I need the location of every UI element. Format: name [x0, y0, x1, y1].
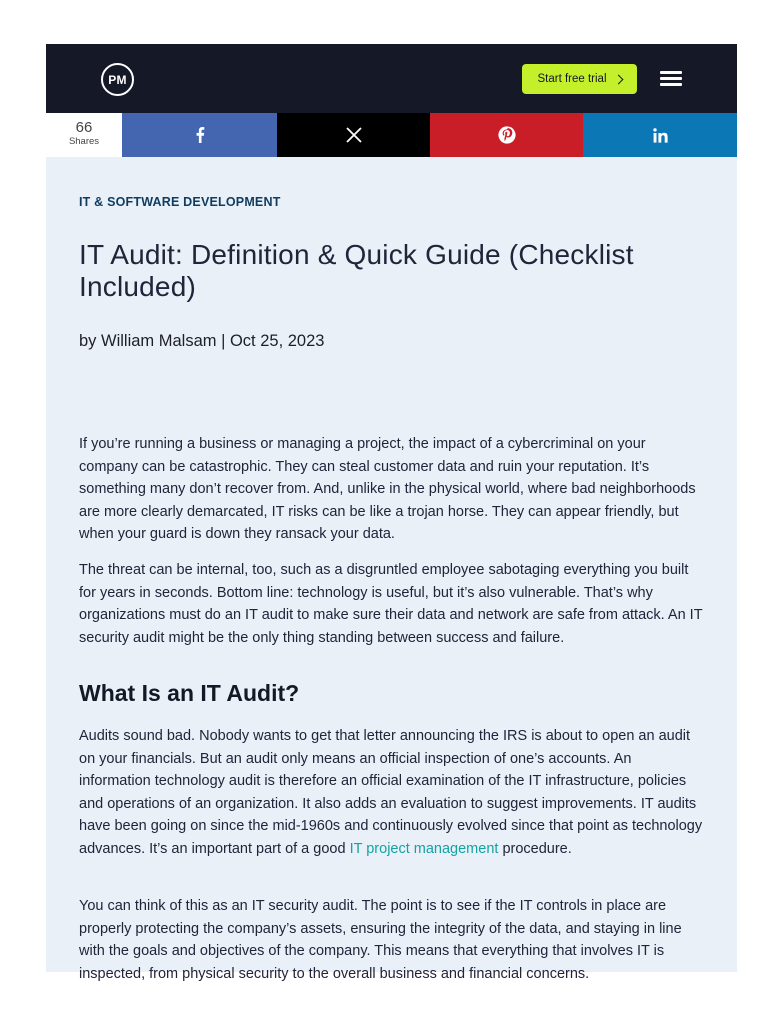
share-x-button[interactable] [277, 113, 430, 157]
article-paragraph [79, 725, 707, 861]
start-free-trial-button[interactable] [522, 64, 637, 94]
share-bar [46, 113, 737, 157]
chevron-right-icon [613, 75, 623, 85]
article-byline: by William Malsam | Oct 25, 2023 [79, 332, 325, 350]
paragraph-text: Audits sound bad. Nobody wants to get that letter announcing the IRS is about to open an audit on your financials. But an audit only means an official inspection of one’s accounts. An information technology audit is therefore an official examination of the IT infrastructure, policies and operations of an organization. It also adds an evaluation to suggest improvements. IT audits have been going on since the mid-1960s and continuously evolved since that point as technology advances. It’s an important part of a good [79, 728, 703, 857]
site-logo[interactable]: PM [101, 63, 134, 96]
facebook-icon [195, 127, 205, 143]
article-paragraph: If you’re running a business or managing a project, the impact of a cybercriminal on your company can be catastrophic. They can steal customer data and ruin your reputation. It’s something many don’t recover from. And, unlike in the physical world, where bad neighborhoods are more clearly demarcated, IT risks can be like a trojan horse. They can appear friendly, but when your guard is down they ransack your data. [79, 436, 696, 543]
share-count-label: Shares [68, 136, 100, 147]
section-heading: What Is an IT Audit? [79, 680, 300, 706]
article-category[interactable]: IT & SOFTWARE DEVELOPMENT [79, 195, 281, 209]
share-count-number: 66 [75, 119, 93, 136]
share-pinterest-button[interactable] [430, 113, 583, 157]
x-icon [346, 127, 362, 143]
site-header [46, 44, 737, 113]
article-paragraph: You can think of this as an IT security audit. The point is to see if the IT controls in place are properly protecting the company’s assets, ensuring the integrity of the data, and staying in line with the goals and objectives of the company. This means that everything that involves IT is inspected, from physical security to the overall business and financial concerns. [79, 898, 682, 982]
pinterest-icon [498, 126, 516, 144]
page-frame [46, 44, 737, 982]
hamburger-icon[interactable] [660, 71, 682, 87]
share-linkedin-button[interactable] [583, 113, 737, 157]
paragraph-text: procedure. [498, 840, 572, 857]
linkedin-icon [653, 128, 668, 143]
it-project-management-link[interactable]: IT project management [349, 840, 499, 857]
start-free-trial-label: Start free trial [537, 73, 607, 85]
share-facebook-button[interactable] [122, 113, 277, 157]
article-title: IT Audit: Definition & Quick Guide (Checklist Included) [79, 239, 634, 302]
share-count [46, 113, 122, 157]
article-paragraph: The threat can be internal, too, such as a disgruntled employee sabotaging everything you built for years in seconds. Bottom line: technology is useful, but it’s also vulnerable. That’s why organizations must do an IT audit to make sure their data and network are safe from attack. An IT security audit might be the only thing standing between success and failure. [79, 562, 703, 646]
